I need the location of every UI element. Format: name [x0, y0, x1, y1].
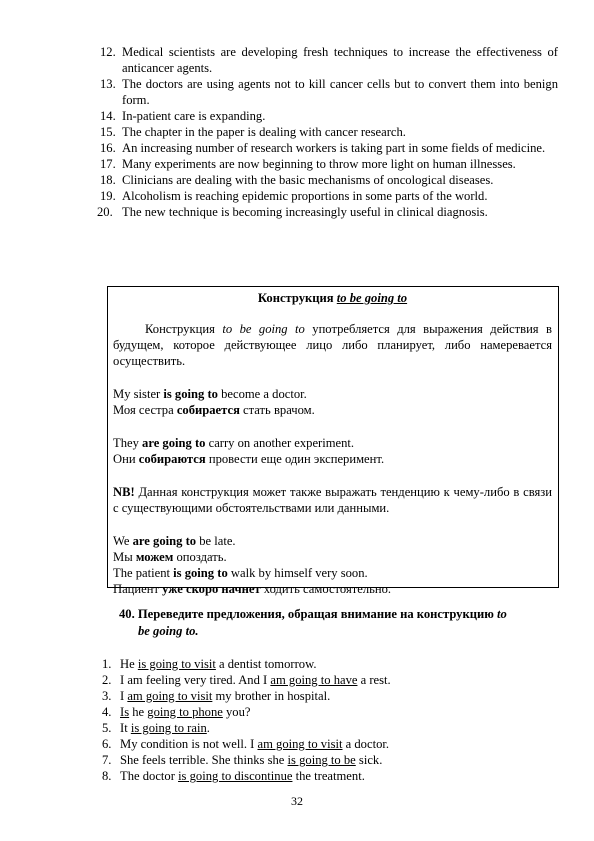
list-item [100, 172, 558, 188]
exercise-item [102, 688, 562, 704]
item-text: The new technique is becoming increasingly useful in clinical diagnosis. [122, 205, 488, 219]
nb-note: NB! Данная конструкция может также выражать тенденцию к чему-либо в связи с существующими обстоятельствами или данными. [113, 485, 552, 515]
item-number: 13. [100, 77, 116, 91]
exercise-item [102, 656, 562, 672]
item-number: 3. [102, 689, 112, 703]
sentence-text: It [120, 721, 131, 735]
underlined-phrase: am going to visit [127, 689, 213, 703]
exercise-item [102, 704, 562, 720]
item-number: 18. [100, 173, 116, 187]
grammar-rule-box [107, 286, 559, 596]
sentence-text: the treatment. [292, 769, 365, 783]
underlined-phrase: is going to be [287, 753, 356, 767]
sentence-text: he [129, 705, 148, 719]
list-item [100, 76, 558, 108]
sentence-text: a rest. [357, 673, 391, 687]
list-item [100, 124, 558, 140]
item-number: 20. [97, 205, 113, 219]
item-number: 6. [102, 737, 112, 751]
underlined-phrase: Is [120, 705, 130, 719]
underlined-phrase: is going to rain [130, 721, 207, 735]
item-number: 7. [102, 753, 112, 767]
exercise-item [102, 752, 562, 768]
sentence-text: a doctor. [342, 737, 390, 751]
item-number: 5. [102, 721, 112, 735]
list-item [100, 188, 558, 204]
list-item [100, 44, 558, 76]
item-text: An increasing number of research workers is taking part in some fields of medicine. [122, 141, 546, 155]
exercise-item [102, 736, 562, 752]
example-russian: Пациент уже скоро начнет ходить самостоятельно. [113, 582, 392, 596]
item-number: 14. [100, 109, 116, 123]
item-number: 12. [100, 45, 116, 59]
exercise-item [102, 768, 562, 784]
item-number: 15. [100, 125, 116, 139]
sentence-text: The doctor [120, 769, 179, 783]
sentence-text: She feels terrible. She thinks she [120, 753, 288, 767]
item-number: 8. [102, 769, 112, 783]
sentence-text: . [206, 721, 210, 735]
example-english: We are going to be late. [113, 534, 236, 548]
sentence-text: you? [222, 705, 251, 719]
list-item [97, 204, 558, 220]
underlined-phrase: going to phone [147, 705, 223, 719]
underlined-phrase: is going to discontinue [178, 769, 293, 783]
example-english: My sister is going to become a doctor. [113, 387, 307, 401]
item-text: Medical scientists are developing fresh techniques to increase the effectiveness of anticancer agents. [122, 45, 558, 75]
example-english: They are going to carry on another experiment. [113, 436, 355, 450]
example-english: The patient is going to walk by himself very soon. [113, 566, 368, 580]
item-text: In-patient care is expanding. [122, 109, 266, 123]
item-text: The chapter in the paper is dealing with cancer research. [122, 125, 406, 139]
exercise-sentence-list [102, 656, 562, 784]
rule-title: Конструкция to be going to [257, 291, 408, 305]
sentence-text: He [120, 657, 138, 671]
sentence-text: sick. [355, 753, 383, 767]
example-russian: Они собираются провести еще один эксперимент. [113, 452, 385, 466]
item-number: 4. [102, 705, 112, 719]
underlined-phrase: is going to visit [137, 657, 216, 671]
example-russian: Моя сестра собирается стать врачом. [113, 403, 315, 417]
exercise-heading: 40. Переведите предложения, обращая внимание на конструкцию to be going to. [119, 607, 507, 638]
item-text: Alcoholism is reaching epidemic proportions in some parts of the world. [122, 189, 488, 203]
list-item [100, 156, 558, 172]
item-text: Many experiments are now beginning to throw more light on human illnesses. [122, 157, 516, 171]
item-number: 16. [100, 141, 116, 155]
sentence-text: I [120, 689, 128, 703]
exercise-item [102, 672, 562, 688]
exercise-item [102, 720, 562, 736]
sentence-text: I am feeling very tired. And I [120, 673, 271, 687]
underlined-phrase: am going to visit [257, 737, 343, 751]
item-number: 17. [100, 157, 116, 171]
item-number: 2. [102, 673, 112, 687]
item-text: Clinicians are dealing with the basic mechanisms of oncological diseases. [122, 173, 494, 187]
page-number: 32 [291, 794, 303, 808]
item-text: The doctors are using agents not to kill cancer cells but to convert them into benign form. [122, 77, 558, 107]
list-item [100, 140, 558, 156]
item-number: 1. [102, 657, 112, 671]
sentence-list-top [97, 44, 558, 220]
sentence-text: my brother in hospital. [212, 689, 331, 703]
sentence-text: My condition is not well. I [120, 737, 258, 751]
example-russian: Мы можем опоздать. [113, 550, 227, 564]
sentence-text: a dentist tomorrow. [215, 657, 317, 671]
item-number: 19. [100, 189, 116, 203]
list-item [100, 108, 558, 124]
rule-intro: Конструкция to be going to употребляется для выражения действия в будущем, которое действующее лицо либо планирует, либо намеревается осуществить. [113, 322, 552, 368]
underlined-phrase: am going to have [270, 673, 358, 687]
